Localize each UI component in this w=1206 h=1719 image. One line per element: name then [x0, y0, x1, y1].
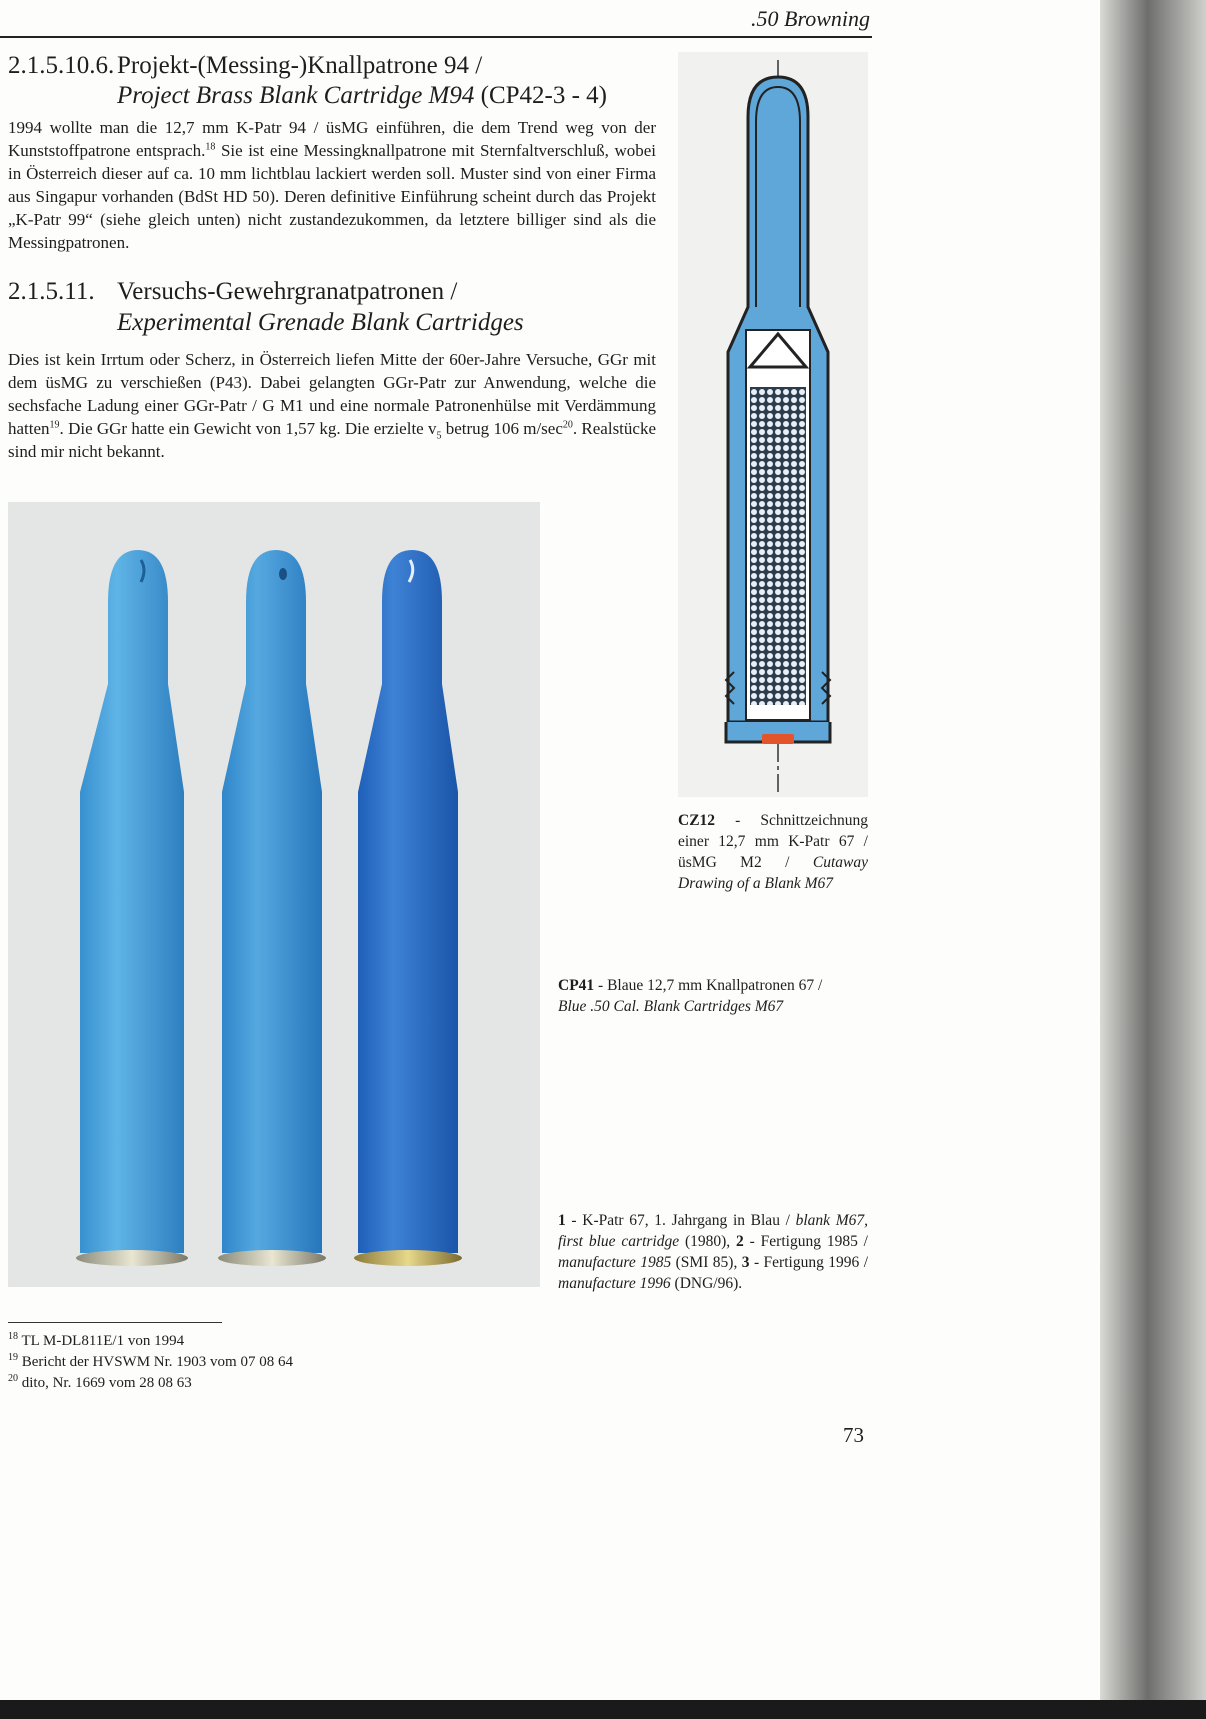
- scan-edge: [0, 1700, 1206, 1719]
- cartridges-illustration: [8, 502, 540, 1287]
- section-title-en-line: [117, 80, 607, 111]
- para-text: . Realstücke sind mir nicht bekannt.: [8, 419, 656, 461]
- caption-label: CP41: [558, 977, 595, 994]
- section1-paragraph: [8, 116, 656, 254]
- caption-text: - Blaue 12,7 mm Knallpatronen 67 /: [594, 977, 823, 994]
- section-title-en: Project Brass Blank Cartridge M94: [117, 82, 475, 109]
- footnote-number: 18: [8, 1331, 18, 1342]
- para-text: Sie ist eine Messingknallpatrone mit Sternfaltverschluß, wobei in Österreich dieser auf ca. 10 mm lichtblau lackiert werden soll. Muster sind von einer Firma aus Singapur vorhanden (BdSt HD 50). Deren definitive Einführung scheint durch das Projekt „K-Patr 99“ (siehe gleich unten) nicht zustandezukommen, da letztere billiger sind als die Messingpatronen.: [8, 141, 656, 252]
- footnote-text: dito, Nr. 1669 vom 28 08 63: [21, 1375, 192, 1391]
- caption-cz12: [678, 810, 868, 894]
- cutaway-drawing: [678, 52, 868, 797]
- footnote-ref: 18: [205, 141, 216, 153]
- cartridges-photo: [8, 502, 540, 1287]
- footnote-19: [8, 1352, 293, 1372]
- header-rule: [0, 36, 872, 38]
- section-number: 2.1.5.10.6.: [8, 52, 115, 79]
- footnote-ref: 19: [49, 419, 60, 431]
- section-title-ref: (CP42-3 - 4): [474, 82, 608, 109]
- caption-text-en: manufacture 1996: [558, 1275, 671, 1292]
- para-text: Dies ist kein Irrtum oder Scherz, in Österreich liefen Mitte der 60er-Jahre Versuche, GGr mit dem üsMG zu verschießen (P43). Dabei gelangten GGr-Patr zur Anwendung, welche die sechsfache Ladung einer GGr-Patr / G M1 und eine normale Patronenhülse mit Verdämmung hatten: [8, 350, 656, 438]
- caption-text: - Fertigung 1996 /: [749, 1254, 869, 1271]
- caption-text: (SMI 85),: [671, 1254, 742, 1271]
- cartridge-3: [354, 550, 462, 1266]
- caption-text: - Schnittzeichnung einer 12,7 mm K-Patr 67 / üsMG M2 /: [678, 812, 868, 871]
- para-text: betrug 106 m/sec: [441, 419, 563, 438]
- caption-text-en: Blue .50 Cal. Blank Cartridges M67: [558, 998, 784, 1015]
- section2-paragraph: [8, 348, 656, 463]
- footnote-number: 20: [8, 1373, 18, 1384]
- subscript: 5: [436, 430, 442, 442]
- running-header: .50 Browning: [751, 6, 870, 31]
- para-text: 1994 wollte man die 12,7 mm K-Patr 94 / üsMG einführen, die dem Trend weg von der Kunststoffpatrone entsprach.: [8, 118, 656, 160]
- caption-cp41: [558, 975, 868, 1017]
- cutaway-drawing-svg: [678, 52, 868, 797]
- cartridge-1: [76, 550, 188, 1266]
- section-title-de: Versuchs-Gewehrgranatpatronen /: [117, 278, 458, 305]
- item-number: 1: [558, 1212, 566, 1229]
- section-title-en: Experimental Grenade Blank Cartridges: [117, 309, 524, 336]
- caption-text-en: Cutaway Drawing of a Blank M67: [678, 854, 868, 892]
- caption-items: [558, 1210, 868, 1294]
- section-number: 2.1.5.11.: [8, 278, 95, 305]
- caption-text-en: manufacture 1985: [558, 1254, 672, 1271]
- item-number: 2: [736, 1233, 744, 1250]
- para-text: . Die GGr hatte ein Gewicht von 1,57 kg. Die erzielte v: [59, 419, 437, 438]
- footnote-text: Bericht der HVSWM Nr. 1903 vom 07 08 64: [21, 1354, 293, 1370]
- caption-label: CZ12: [678, 812, 716, 829]
- book-spine-shadow: [1100, 0, 1206, 1719]
- page-number: 73: [843, 1423, 864, 1447]
- footnote-text: TL M-DL811E/1 von 1994: [21, 1333, 185, 1349]
- footnote-rule: [8, 1322, 222, 1323]
- caption-text: - K-Patr 67, 1. Jahrgang in Blau /: [565, 1212, 796, 1229]
- footnote-ref: 20: [562, 419, 573, 431]
- item-number: 3: [741, 1254, 750, 1271]
- caption-text: (DNG/96).: [670, 1275, 743, 1292]
- caption-text: (1980),: [679, 1233, 737, 1250]
- footnote-18: [8, 1331, 184, 1351]
- cartridge-2: [218, 550, 326, 1266]
- footnote-20: [8, 1373, 192, 1393]
- footnote-number: 19: [8, 1352, 18, 1363]
- caption-text-en: blank M67, first blue cartridge: [558, 1212, 868, 1250]
- section-title-de: Projekt-(Messing-)Knallpatrone 94 /: [117, 52, 483, 79]
- caption-text: - Fertigung 1985 /: [743, 1233, 868, 1250]
